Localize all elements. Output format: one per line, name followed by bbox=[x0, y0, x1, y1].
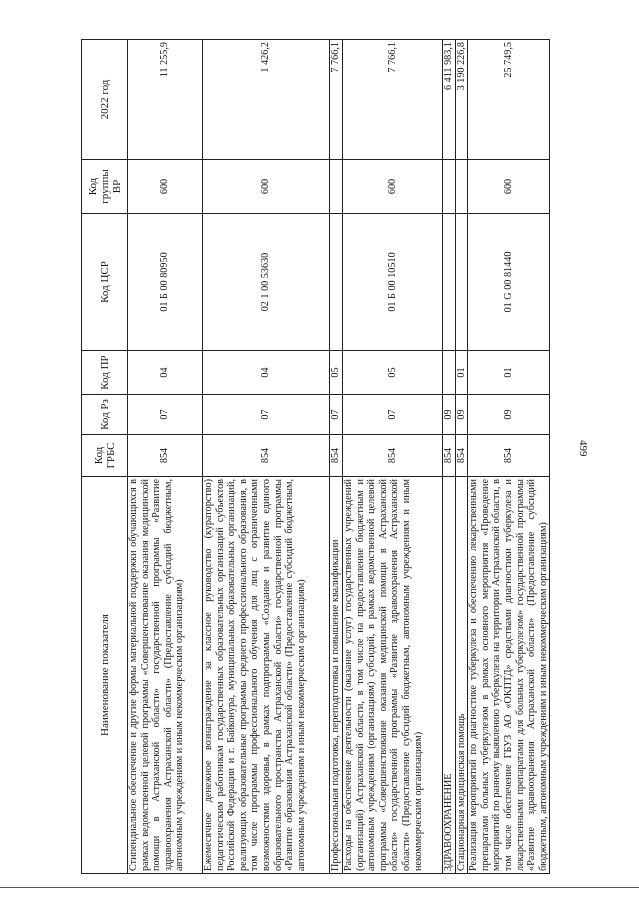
row-rz: 09 bbox=[455, 395, 468, 435]
row-grbs: 854 bbox=[443, 435, 456, 477]
row-name: Профессиональная подготовка, переподготовка и повышение квалификации bbox=[330, 477, 343, 874]
table-row bbox=[468, 40, 550, 874]
row-csr: 01 G 00 81440 bbox=[468, 214, 550, 351]
row-rz: 07 bbox=[330, 395, 343, 435]
row-grbs: 854 bbox=[343, 435, 443, 477]
row-amount: 7 766,1 bbox=[343, 40, 443, 160]
table-row bbox=[330, 40, 343, 874]
page-number: 499 bbox=[577, 440, 589, 457]
header-pr: Код ПР bbox=[82, 351, 128, 395]
row-vr: 600 bbox=[203, 160, 330, 214]
row-pr: 05 bbox=[343, 351, 443, 395]
row-csr: 01 Б 00 80950 bbox=[128, 214, 203, 351]
table-row bbox=[443, 40, 456, 874]
header-row bbox=[82, 40, 128, 874]
row-grbs: 854 bbox=[128, 435, 203, 477]
row-rz: 07 bbox=[203, 395, 330, 435]
row-amount: 11 255,9 bbox=[128, 40, 203, 160]
header-csr: Код ЦСР bbox=[82, 214, 128, 351]
row-name: Стационарная медицинская помощь bbox=[455, 477, 468, 874]
page-bottom-rule bbox=[0, 887, 639, 888]
row-vr: 600 bbox=[468, 160, 550, 214]
row-grbs: 854 bbox=[330, 435, 343, 477]
header-grbs: Код ГРБС bbox=[82, 435, 128, 477]
row-pr: 05 bbox=[330, 351, 343, 395]
row-amount: 7 766,1 bbox=[330, 40, 343, 160]
row-name: Ежемесячное денежное вознаграждение за классное руководство (кураторство) педагогическим работникам государственных образовательных организаций субъектов Российской Федерации и г. Байконура, муниципальных образовательных организаций, реализующих образовательные программы среднего профессионального образования, в том числе программы профессионального обучения для лиц с ограниченными возможностями здоровья, в рамках подпрограммы «Создание и развитие единого образовательного пространства Астраханской области» государственной программы «Развитие образования Астраханской области» (Предоставление субсидий бюджетным, автономным учреждениям и иным некоммерческим организациям) bbox=[203, 477, 330, 874]
header-year: 2022 год bbox=[82, 40, 128, 160]
row-csr bbox=[330, 214, 343, 351]
row-pr bbox=[443, 351, 456, 395]
row-rz: 09 bbox=[443, 395, 456, 435]
row-name: Реализация мероприятий по диагностике туберкулеза и обеспечению лекарственными препаратами больных туберкулезом в рамках основного мероприятия «Проведение мероприятий по раннему выявлению туберкулеза на территории Астраханской области, в том числе обеспечение ГБУЗ АО «ОКПТД» средствами диагностики туберкулеза и лекарственными препаратами для больных туберкулезом» государственной программы «Развитие здравоохранения Астраханской области» (Предоставление субсидий бюджетным, автономным учреждениям и иным некоммерческим организациям) bbox=[468, 477, 550, 874]
row-rz: 07 bbox=[343, 395, 443, 435]
table-row bbox=[203, 40, 330, 874]
row-vr bbox=[455, 160, 468, 214]
row-amount: 25 749,5 bbox=[468, 40, 550, 160]
row-amount: 6 411 983,1 bbox=[443, 40, 456, 160]
row-pr: 01 bbox=[468, 351, 550, 395]
row-grbs: 854 bbox=[203, 435, 330, 477]
row-pr: 01 bbox=[455, 351, 468, 395]
header-name: Наименование показателя bbox=[82, 477, 128, 874]
row-grbs: 854 bbox=[468, 435, 550, 477]
table-row bbox=[455, 40, 468, 874]
row-rz: 09 bbox=[468, 395, 550, 435]
row-csr: 02 1 00 53630 bbox=[203, 214, 330, 351]
header-vr: Код группы ВР bbox=[82, 160, 128, 214]
row-name: Стипендиальное обеспечение и другие формы материальной поддержки обучающихся в рамках ведомственной целевой программы «Совершенствование оказания медицинской помощи в Астраханской области» государственной программы «Развитие здравоохранения Астраханской области» (Предоставление субсидий бюджетным, автономным учреждениям и иным некоммерческим организациям) bbox=[128, 477, 203, 874]
budget-table bbox=[81, 39, 550, 874]
row-pr: 04 bbox=[203, 351, 330, 395]
table-row bbox=[343, 40, 443, 874]
row-csr bbox=[443, 214, 456, 351]
row-amount: 1 426,2 bbox=[203, 40, 330, 160]
row-name: ЗДРАВООХРАНЕНИЕ bbox=[443, 477, 456, 874]
row-vr bbox=[330, 160, 343, 214]
row-pr: 04 bbox=[128, 351, 203, 395]
rotated-table-wrapper bbox=[81, 40, 549, 874]
row-vr: 600 bbox=[128, 160, 203, 214]
row-vr: 600 bbox=[343, 160, 443, 214]
row-amount: 3 190 226,8 bbox=[455, 40, 468, 160]
row-csr bbox=[455, 214, 468, 351]
table-row bbox=[128, 40, 203, 874]
row-name: Расходы на обеспечение деятельности (оказание услуг) государственных учреждений (организаций) Астраханской области, в том числе на предоставление бюджетным и автономным учреждениям (организациям) субсидий, в рамках ведомственной целевой программы «Совершенствование оказания медицинской помощи в Астраханской области» государственной программы «Развитие здравоохранения Астраханской области» (Предоставление субсидий бюджетным, автономным учреждениям и иным некоммерческим организациям) bbox=[343, 477, 443, 874]
header-rz: Код Рз bbox=[82, 395, 128, 435]
row-rz: 07 bbox=[128, 395, 203, 435]
row-vr bbox=[443, 160, 456, 214]
row-grbs: 854 bbox=[455, 435, 468, 477]
row-csr: 01 Б 00 10510 bbox=[343, 214, 443, 351]
